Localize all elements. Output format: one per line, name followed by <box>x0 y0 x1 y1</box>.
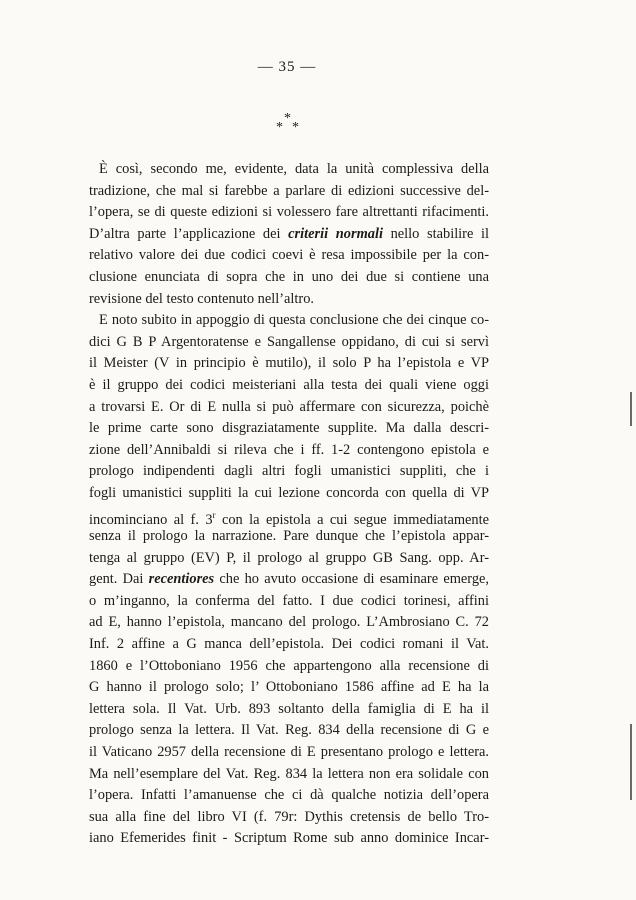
text-line: prologo senza la lettera. Il Vat. Reg. 834 della recensione di G e <box>89 722 489 739</box>
text-line: 1860 e l’Ottoboniano 1956 che appartengono alla recensione di <box>89 657 489 674</box>
text-line: l’opera. Infatti l’amanuense che ci dà qualche notizia dell’opera <box>89 787 489 804</box>
text-line: relativo valore dei due codici coevi è resa impossibile per la con- <box>89 247 489 264</box>
asterism-star-top: * <box>284 111 291 126</box>
text-line <box>89 224 489 246</box>
emphasized-term: criterii normali <box>288 225 383 242</box>
text-fragment: con la epistola a cui segue immediatamente <box>215 511 489 528</box>
body-text <box>89 159 489 850</box>
emphasized-term: recentiores <box>148 571 215 588</box>
text-line: l’opera, se di queste edizioni si volessero fare altrettanti rifacimenti. <box>89 204 489 221</box>
text-line: E noto subito in appoggio di questa conclusione che dei cinque co- <box>99 312 489 329</box>
text-line: sua alla fine del libro VI (f. 79r: Dythis cretensis de bello Tro- <box>89 808 489 825</box>
asterism-star-left: * <box>276 120 283 135</box>
text-line: il Vaticano 2957 della recensione di E presentano prologo e lettera. <box>89 744 489 761</box>
text-line: il Meister (V in principio è mutilo), il solo P ha l’epistola e VP <box>89 355 489 372</box>
text-line: Ma nell’esemplare del Vat. Reg. 834 la lettera non era solidale con <box>89 765 489 782</box>
text-line: ad E, hanno l’epistola, mancano del prologo. L’Ambrosiano C. 72 <box>89 614 489 631</box>
text-line: lettera sola. Il Vat. Urb. 893 soltanto della famiglia di E ha il <box>89 700 489 717</box>
text-line: zione dell’Annibaldi si rileva che i ff. 1-2 contengono epistola e <box>89 441 489 458</box>
superscript-recto: r <box>212 509 216 520</box>
page-number: — 35 — <box>257 59 317 75</box>
text-fragment: incominciano al f. 3 <box>89 511 213 528</box>
text-line: dici G B P Argentoratense e Sangallense oppidano, di cui si servì <box>89 333 489 350</box>
text-fragment: gent. Dai <box>89 571 149 588</box>
text-line: è il gruppo dei codici meisteriani alla testa dei quali viene oggi <box>89 376 489 393</box>
text-line: revisione del testo contenuto nell’altro. <box>89 290 314 307</box>
text-line: prologo indipendenti dagli altri fogli umanistici suppliti, che i <box>89 463 489 480</box>
text-line: clusione enunciata di sopra che in uno dei due si contiene una <box>89 268 489 285</box>
text-fragment: nello stabilire il <box>382 225 490 242</box>
asterism-star-right: * <box>292 120 299 135</box>
text-line: o m’inganno, la conferma del fatto. I due codici torinesi, affini <box>89 592 489 609</box>
page-edge-mark <box>630 724 632 800</box>
text-fragment: che ho avuto occasione di esaminare emerge, <box>214 571 489 588</box>
text-line: senza il prologo la narrazione. Pare dunque che l’epistola appar- <box>89 528 489 545</box>
text-line <box>89 505 489 527</box>
text-line: G hanno il prologo solo; l’ Ottoboniano 1586 affine ad E ha la <box>89 679 489 696</box>
text-line: tradizione, che mal si farebbe a parlare di edizioni successive del- <box>89 182 489 199</box>
page-edge-mark <box>630 392 632 426</box>
asterism-divider <box>0 112 574 146</box>
text-line: iano Efemerides finit - Scriptum Rome sub anno dominice Incar- <box>89 830 489 847</box>
text-line: Inf. 2 affine a G manca dell’epistola. Dei codici romani il Vat. <box>89 636 489 653</box>
text-line: a trovarsi E. Or di E nulla si può affermare con sicurezza, poichè <box>89 398 489 415</box>
text-line: fogli umanistici suppliti la cui lezione concorda con quella di VP <box>89 484 489 501</box>
text-line <box>89 569 489 591</box>
text-line: tenga al gruppo (EV) P, il prologo al gruppo GB Sang. opp. Ar- <box>89 549 489 566</box>
text-line: È così, secondo me, evidente, data la unità complessiva della <box>99 161 489 177</box>
text-fragment: D’altra parte l’applicazione dei <box>89 225 289 242</box>
text-line: le prime carte sono disgraziatamente supplite. Ma dalla descri- <box>89 420 489 437</box>
